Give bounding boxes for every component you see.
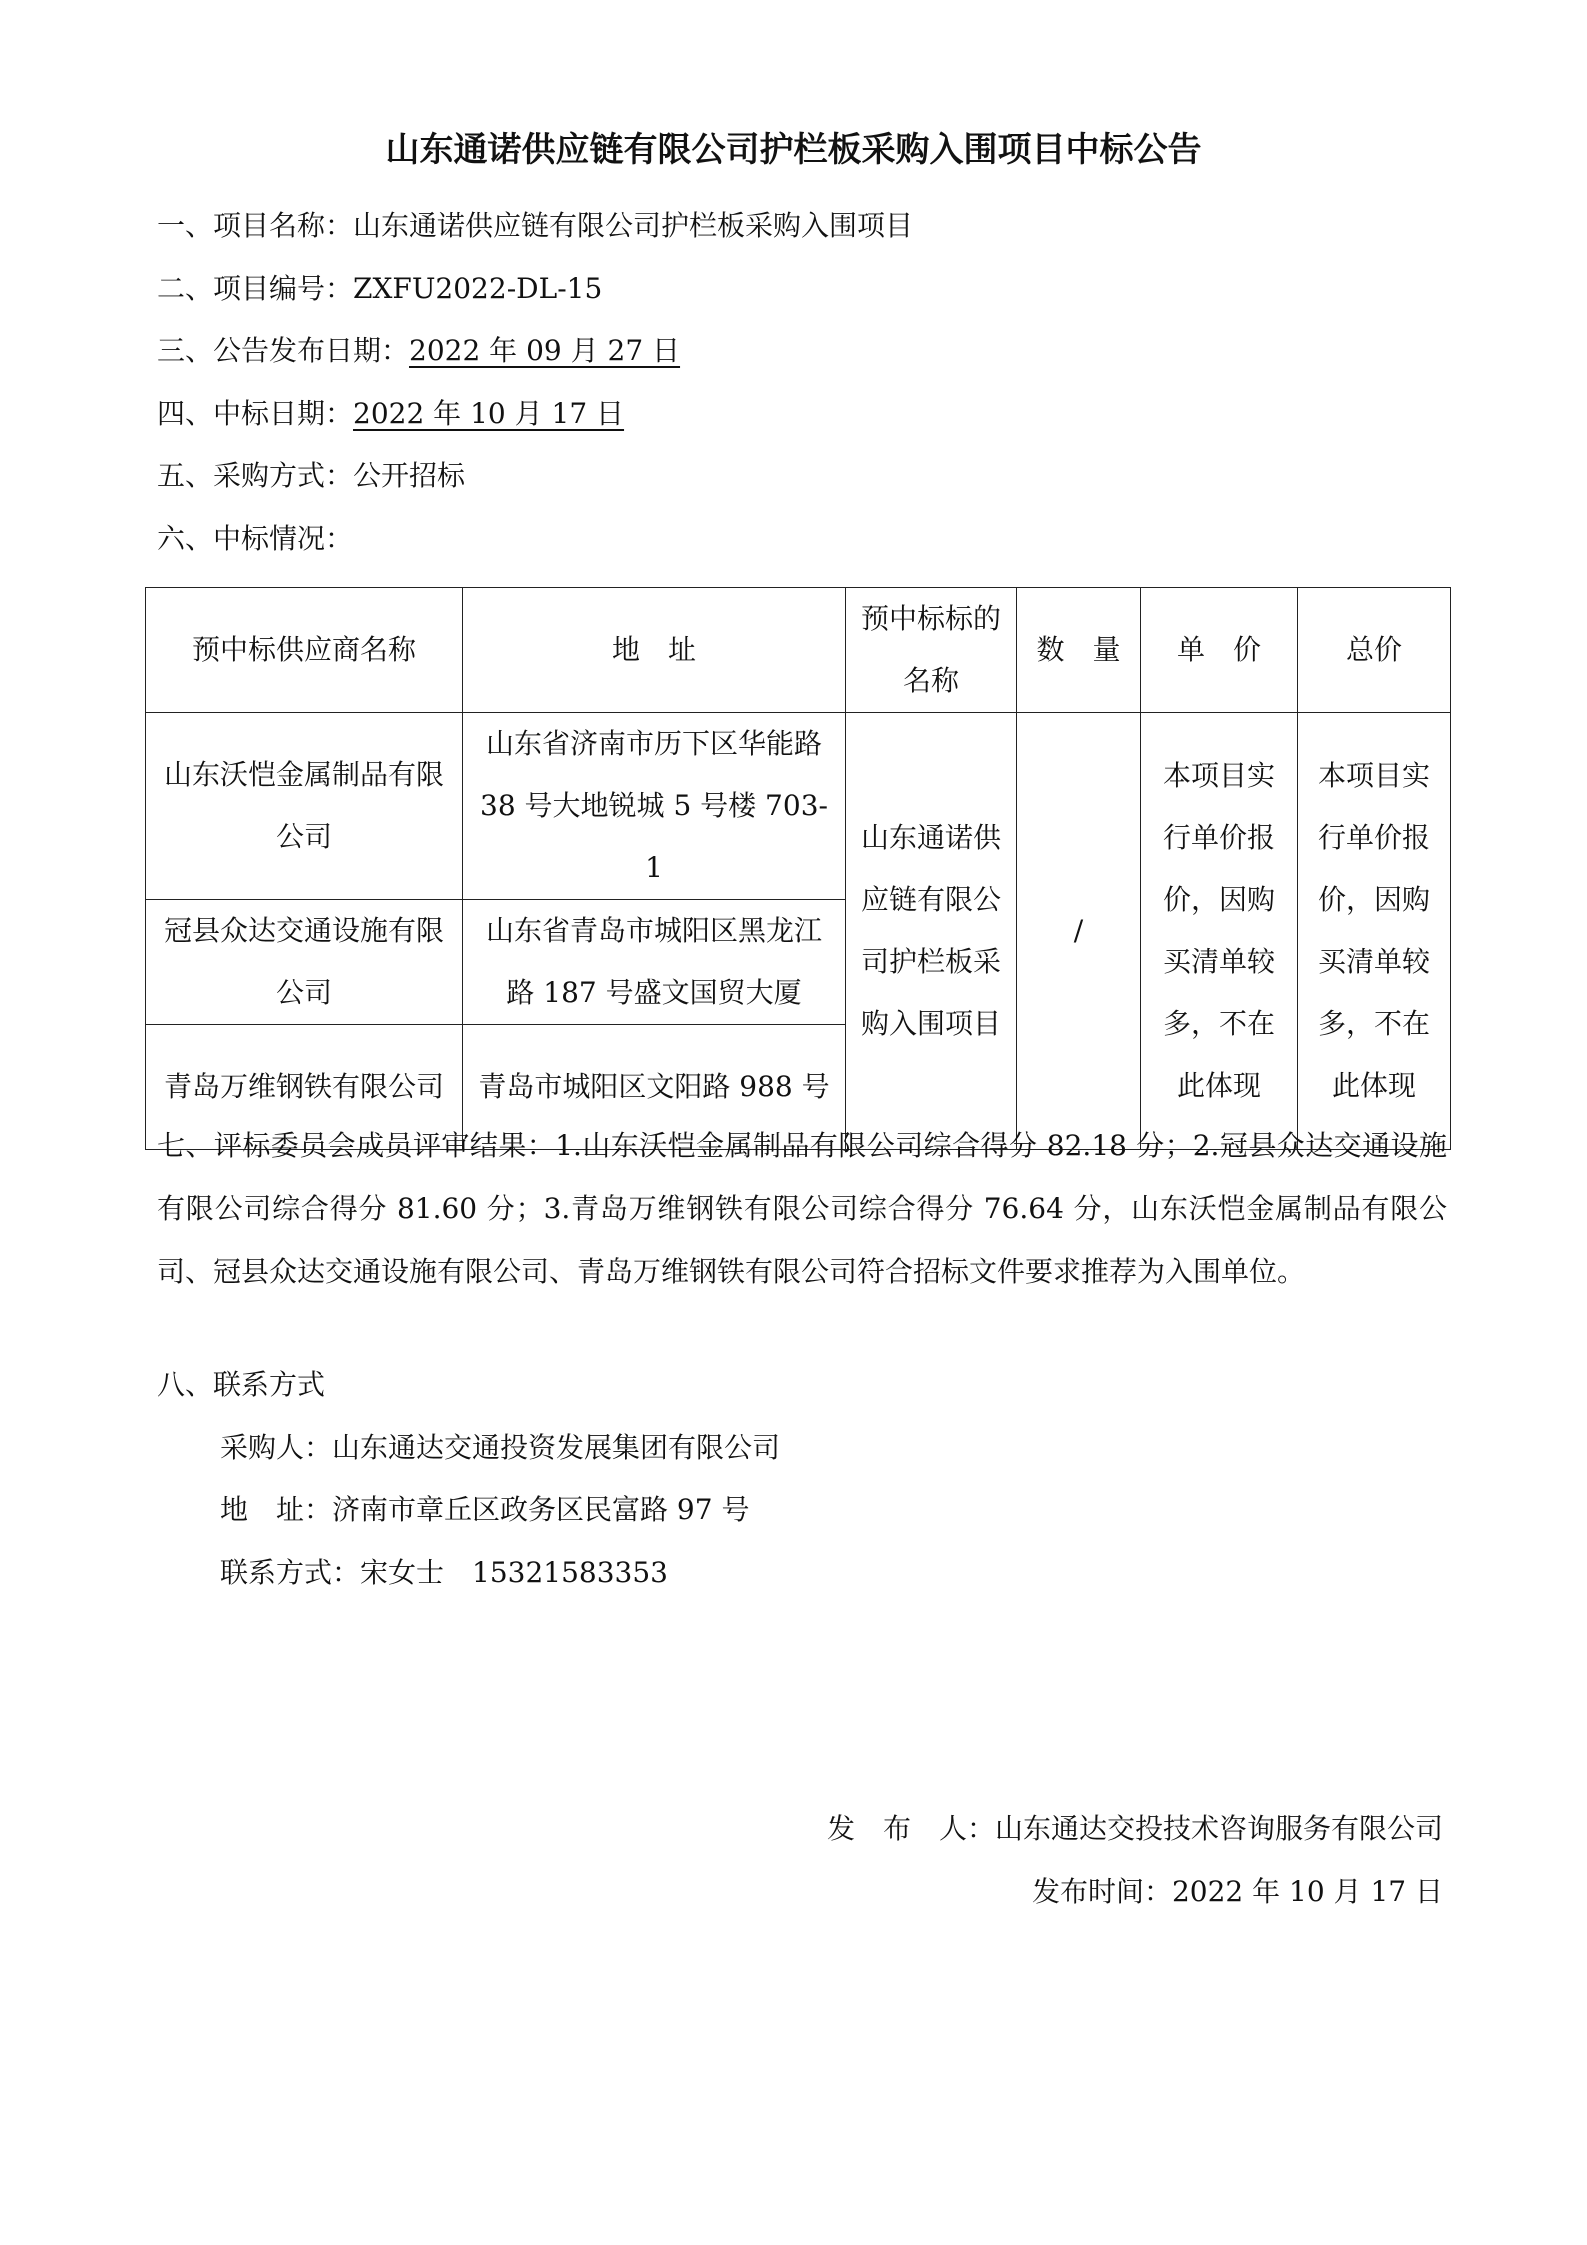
header-unit-price: 单 价 <box>1141 588 1298 713</box>
header-supplier: 预中标供应商名称 <box>146 588 463 713</box>
header-item-name: 预中标标的名称 <box>846 588 1017 713</box>
publisher-label: 发 布 人： <box>826 1812 995 1845</box>
project-no-label: 二、项目编号： <box>157 272 354 305</box>
award-date-label: 四、中标日期： <box>157 397 354 430</box>
project-no-line <box>157 269 602 309</box>
header-total-price: 总价 <box>1298 588 1451 713</box>
contact-address-value: 济南市章丘区政务区民富路 97 号 <box>332 1493 750 1526</box>
contact-phone-label: 联系方式： <box>220 1556 361 1589</box>
header-address: 地 址 <box>463 588 846 713</box>
publish-date-value: 2022 年 09 月 27 日 <box>409 334 681 367</box>
purchaser-value: 山东通达交通投资发展集团有限公司 <box>332 1431 781 1464</box>
publish-date-line <box>157 331 680 371</box>
address-cell: 山东省青岛市城阳区黑龙江路 187 号盛文国贸大厦 <box>463 900 846 1025</box>
contact-address-line <box>220 1490 749 1530</box>
project-name-line <box>157 206 913 246</box>
table-header-row <box>146 588 1451 713</box>
situation-heading: 六、中标情况： <box>157 522 354 555</box>
total-price-cell: 本项目实行单价报价，因购买清单较多，不在此体现 <box>1298 713 1451 1150</box>
contact-phone-value: 宋女士 15321583353 <box>360 1556 668 1589</box>
header-quantity: 数 量 <box>1017 588 1141 713</box>
project-name-value: 山东通诺供应链有限公司护栏板采购入围项目 <box>353 209 914 242</box>
method-value: 公开招标 <box>353 459 466 492</box>
supplier-cell: 冠县众达交通设施有限公司 <box>146 900 463 1025</box>
publish-time-line <box>1032 1872 1443 1912</box>
publish-time-label: 发布时间： <box>1031 1875 1172 1908</box>
address-cell: 山东省济南市历下区华能路38 号大地锐城 5 号楼 703-1 <box>463 713 846 900</box>
award-date-value: 2022 年 10 月 17 日 <box>353 397 625 430</box>
award-table <box>145 587 1451 1150</box>
purchaser-label: 采购人： <box>220 1431 333 1464</box>
address-cell: 青岛市城阳区文阳路 988 号 <box>463 1025 846 1150</box>
project-no-value: ZXFU2022-DL-15 <box>353 272 603 305</box>
contact-phone-line <box>220 1553 668 1593</box>
table-row <box>146 713 1451 900</box>
publisher-value: 山东通达交投技术咨询服务有限公司 <box>994 1812 1443 1845</box>
publish-date-label: 三、公告发布日期： <box>157 334 410 367</box>
publisher-line <box>827 1809 1443 1849</box>
contact-heading: 八、联系方式 <box>157 1368 326 1401</box>
contact-address-label: 地 址： <box>220 1493 333 1526</box>
quantity-cell: / <box>1017 713 1141 1150</box>
review-paragraph: 七、评标委员会成员评审结果：1.山东沃恺金属制品有限公司综合得分 82.18 分；2.冠县众达交通设施有限公司综合得分 81.60 分；3.青岛万维钢铁有限公司综合得分 76.64 分，山东沃恺金属制品有限公司、冠县众达交通设施有限公司、青岛万维钢铁有限公司符合招标文件要求推荐为入围单位。 <box>157 1129 1447 1288</box>
unit-price-cell: 本项目实行单价报价，因购买清单较多，不在此体现 <box>1141 713 1298 1150</box>
method-line <box>157 456 465 496</box>
page-title: 山东通诺供应链有限公司护栏板采购入围项目中标公告 <box>385 130 1202 170</box>
supplier-cell: 青岛万维钢铁有限公司 <box>146 1025 463 1150</box>
supplier-cell: 山东沃恺金属制品有限公司 <box>146 713 463 900</box>
item-name-cell: 山东通诺供应链有限公司护栏板采购入围项目 <box>846 713 1017 1150</box>
publish-time-value: 2022 年 10 月 17 日 <box>1171 1875 1443 1908</box>
project-name-label: 一、项目名称： <box>157 209 354 242</box>
award-date-line <box>157 394 624 434</box>
purchaser-line <box>220 1428 780 1468</box>
method-label: 五、采购方式： <box>157 459 354 492</box>
